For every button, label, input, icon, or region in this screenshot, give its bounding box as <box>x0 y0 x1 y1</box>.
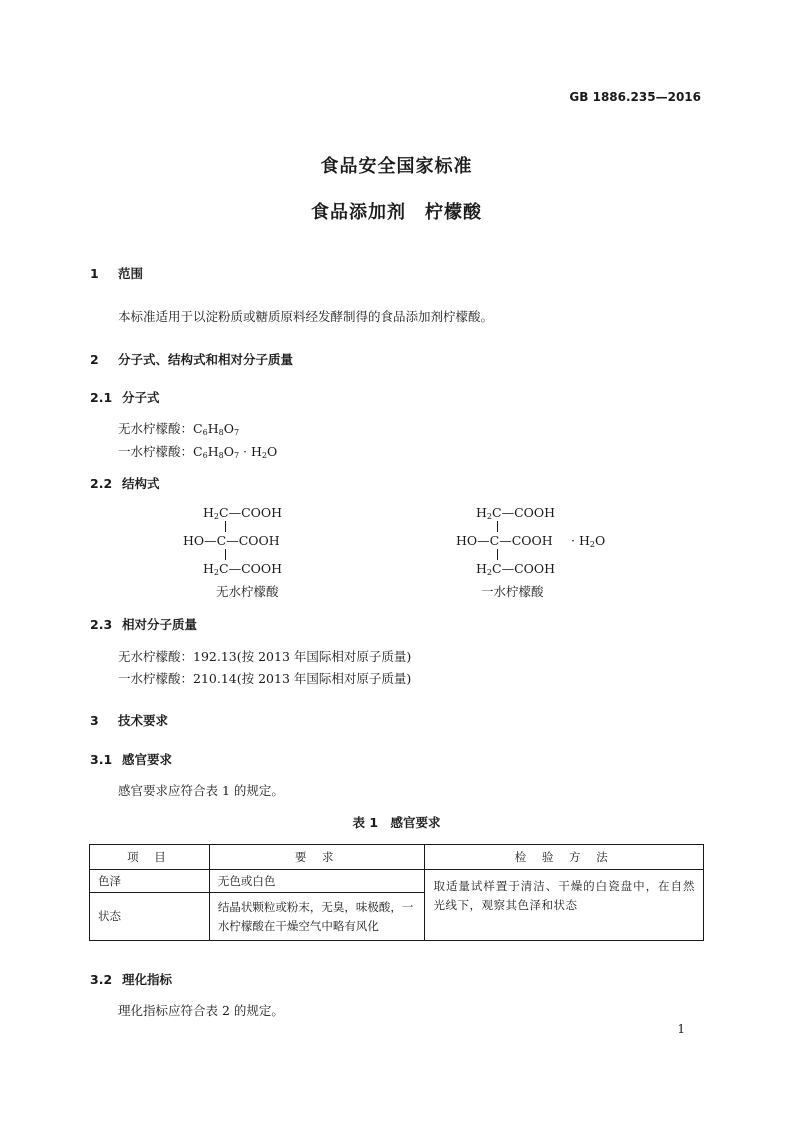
formula-subscript: 6 <box>202 451 208 460</box>
table-header-cell: 检 验 方 法 <box>425 845 704 870</box>
section-3-1-heading <box>90 750 172 768</box>
table-cell-item: 状态 <box>90 893 210 941</box>
chem-text: · H <box>571 533 590 548</box>
section-1-heading <box>90 264 143 282</box>
section-3-2-text: 理化指标应符合表 2 的规定。 <box>118 1003 284 1018</box>
formula-element: C <box>193 444 203 459</box>
bond-line <box>497 521 498 532</box>
structure-bottom-row <box>203 561 282 577</box>
section-2-3-heading <box>90 615 197 633</box>
table-header-cell: 要 求 <box>209 845 425 870</box>
formula-subscript: 8 <box>218 428 224 437</box>
chem-text: H <box>476 505 487 520</box>
molar-mass-monohydrate: 一水柠檬酸：210.14(按 2013 年国际相对原子质量) <box>118 671 412 686</box>
formula-subscript: 7 <box>233 451 240 460</box>
structure-top-row <box>203 505 282 521</box>
section-number: 2 <box>90 352 99 367</box>
table-cell-method: 取适量试样置于清洁、干燥的白瓷盘中，在自然光线下，观察其色泽和状态 <box>425 870 704 941</box>
document-subtitle: 食品添加剂 柠檬酸 <box>311 202 482 223</box>
structure-caption: 无水柠檬酸 <box>216 584 279 599</box>
section-title: 感官要求 <box>122 752 173 767</box>
table-row <box>90 870 704 893</box>
standard-code: GB 1886.235—2016 <box>569 90 701 104</box>
formula-element: H <box>250 444 262 459</box>
formula-anhydrous <box>118 419 239 437</box>
structure-bottom-row <box>476 561 555 577</box>
section-3-1-text: 感官要求应符合表 1 的规定。 <box>118 783 284 798</box>
chem-subscript: 2 <box>213 568 219 577</box>
bond-line <box>225 549 226 560</box>
sensory-requirements-table <box>89 844 704 941</box>
chem-subscript: 2 <box>213 512 219 521</box>
section-number: 3.2 <box>90 972 113 987</box>
formula-subscript: 8 <box>218 451 224 460</box>
structure-top-row <box>476 505 555 521</box>
section-2-1-heading <box>90 388 160 406</box>
chem-subscript: 2 <box>486 568 492 577</box>
section-title: 分子式 <box>122 390 160 405</box>
formula-element: O <box>223 421 234 436</box>
section-number: 2.2 <box>90 476 113 491</box>
table-caption: 表 1 感官要求 <box>352 815 441 830</box>
molar-mass-anhydrous: 无水柠檬酸：192.13(按 2013 年国际相对原子质量) <box>118 649 412 664</box>
water-of-crystallization <box>571 533 605 549</box>
formula-label: 一水柠檬酸： <box>118 444 194 459</box>
chem-text: O <box>594 533 606 548</box>
chem-text: H <box>476 561 487 576</box>
formula-element: O <box>266 444 278 459</box>
structure-middle-row: HO—C—COOH <box>456 533 553 548</box>
section-title: 范围 <box>118 266 144 281</box>
chem-text: H <box>203 505 214 520</box>
section-2-2-heading <box>90 474 160 492</box>
chem-text: H <box>203 561 214 576</box>
bond-line <box>497 549 498 560</box>
table-cell-item: 色泽 <box>90 870 210 893</box>
formula-subscript: 2 <box>261 451 267 460</box>
section-title: 技术要求 <box>118 713 169 728</box>
section-title: 相对分子质量 <box>122 617 198 632</box>
bond-line <box>225 521 226 532</box>
formula-element: H <box>207 421 219 436</box>
formula-label: 无水柠檬酸： <box>118 421 194 436</box>
chem-subscript: 2 <box>589 540 595 549</box>
formula-subscript: 7 <box>233 428 240 437</box>
section-title: 分子式、结构式和相对分子质量 <box>118 352 294 367</box>
section-number: 1 <box>90 266 99 281</box>
formula-monohydrate <box>118 442 277 460</box>
structure-caption: 一水柠檬酸 <box>481 584 544 599</box>
formula-element: O <box>223 444 234 459</box>
formula-element: C <box>193 421 203 436</box>
chem-text: C—COOH <box>219 561 283 576</box>
section-3-2-heading <box>90 970 172 988</box>
table-header-cell: 项 目 <box>90 845 210 870</box>
section-number: 3 <box>90 713 99 728</box>
table-header-row <box>90 845 704 870</box>
structure-middle-row: HO—C—COOH <box>183 533 280 548</box>
formula-element: H <box>207 444 219 459</box>
chem-subscript: 2 <box>486 512 492 521</box>
table-cell-requirement: 无色或白色 <box>209 870 425 893</box>
section-number: 3.1 <box>90 752 113 767</box>
page-number: 1 <box>677 1022 685 1036</box>
section-title: 结构式 <box>122 476 160 491</box>
document-title: 食品安全国家标准 <box>320 156 473 177</box>
section-title: 理化指标 <box>122 972 173 987</box>
formula-dot: · <box>239 444 251 459</box>
section-number: 2.3 <box>90 617 113 632</box>
section-number: 2.1 <box>90 390 113 405</box>
formula-subscript: 6 <box>202 428 208 437</box>
section-3-heading <box>90 711 168 729</box>
chem-text: C—COOH <box>492 561 556 576</box>
table-cell-requirement: 结晶状颗粒或粉末，无臭，味极酸，一水柠檬酸在干燥空气中略有风化 <box>209 893 425 941</box>
section-2-heading <box>90 350 293 368</box>
chem-text: C—COOH <box>219 505 283 520</box>
section-1-text: 本标准适用于以淀粉质或糖质原料经发酵制得的食品添加剂柠檬酸。 <box>118 309 494 324</box>
chem-text: C—COOH <box>492 505 556 520</box>
